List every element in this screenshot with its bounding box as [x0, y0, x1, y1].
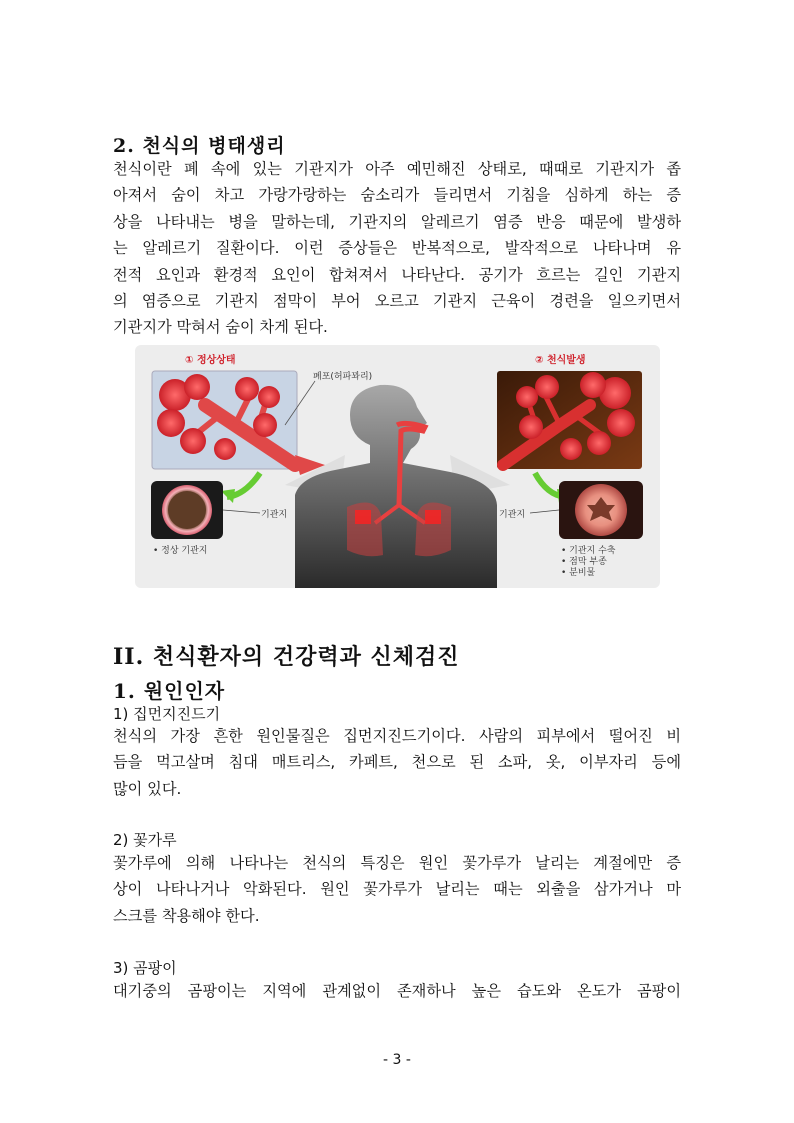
text-line: 는 알레르기 질환이다. 이런 증상들은 반복적으로, 발작적으로 나타나며 유	[113, 239, 681, 258]
chapter-heading: II. 천식환자의 건강력과 신체검진	[113, 644, 460, 670]
paragraph-pollen	[113, 850, 681, 929]
text-line: 듬을 먹고살며 침대 매트리스, 카페트, 천으로 된 소파, 옷, 이부자리 등에	[113, 753, 681, 772]
note-asthma-3: • 분비물	[561, 568, 596, 578]
label-normal-state: ① 정상상태	[185, 355, 236, 366]
normal-bronchus-cross-section	[151, 481, 223, 539]
text-line: 천식이란 폐 속에 있는 기관지가 아주 예민해진 상태로, 때때로 기관지가 좁	[113, 160, 681, 178]
item-title-mold: 3) 곰팡이	[113, 959, 177, 977]
asthma-illustration	[135, 345, 660, 588]
text-line: 스크를 착용해야 한다.	[113, 906, 260, 925]
text-line: 꽃가루에 의해 나타나는 천식의 특징은 원인 꽃가루가 날리는 계절에만 증	[113, 854, 681, 872]
label-bronchus-right: 기관지	[499, 510, 526, 520]
text-line: 많이 있다.	[113, 779, 182, 798]
text-line: 기관지가 막혀서 숨이 차게 된다.	[113, 318, 328, 337]
asthma-bronchus-cross-section	[559, 481, 643, 539]
text-line: 상이 나타나거나 악화된다. 원인 꽃가루가 날리는 때는 외출을 삼가거나 마	[113, 880, 681, 899]
text-line: 아져서 숨이 차고 가랑가랑하는 숨소리가 들리면서 기침을 심하게 하는 증	[113, 186, 681, 205]
text-line: 전적 요인과 환경적 요인이 합쳐져서 나타난다. 공기가 흐르는 길인 기관지	[113, 265, 681, 284]
text-line: 의 염증으로 기관지 점막이 부어 오르고 기관지 근육이 경련을 일으키면서	[113, 292, 681, 311]
human-body-silhouette	[285, 385, 510, 588]
item-title-dust-mites: 1) 집먼지진드기	[113, 705, 221, 723]
paragraph-mold	[113, 978, 681, 1004]
note-asthma-1: • 기관지 수축	[561, 546, 616, 556]
text-line: 상을 나타내는 병을 말하는데, 기관지의 알레르기 염증 반응 때문에 발생하	[113, 212, 681, 231]
note-normal-bronchus: • 정상 기관지	[153, 546, 208, 556]
section-heading-pathophysiology: 2. 천식의 병태생리	[113, 135, 286, 157]
section-heading-causes: 1. 원인인자	[113, 679, 226, 703]
arrow-head-left-icon	[221, 489, 235, 503]
text-line: 대기중의 곰팡이는 지역에 관계없이 존재하나 높은 습도와 온도가 곰팡이	[113, 982, 681, 1000]
asthma-bronchiole-panel	[497, 371, 642, 469]
paragraph-pathophysiology	[113, 156, 681, 341]
note-asthma-2: • 점막 부종	[561, 557, 607, 567]
normal-bronchiole-panel	[152, 371, 325, 475]
page-number: - 3 -	[383, 1052, 411, 1068]
text-line: 천식의 가장 흔한 원인물질은 집먼지진드기이다. 사람의 피부에서 떨어진 비	[113, 727, 681, 745]
item-title-pollen: 2) 꽃가루	[113, 831, 177, 849]
paragraph-dust-mites	[113, 723, 681, 802]
label-alveoli: 폐포(허파꽈리)	[313, 372, 373, 382]
label-bronchus-left: 기관지	[261, 510, 288, 520]
label-asthma-state: ② 천식발생	[535, 355, 586, 366]
asthma-illustration-svg	[135, 345, 660, 588]
